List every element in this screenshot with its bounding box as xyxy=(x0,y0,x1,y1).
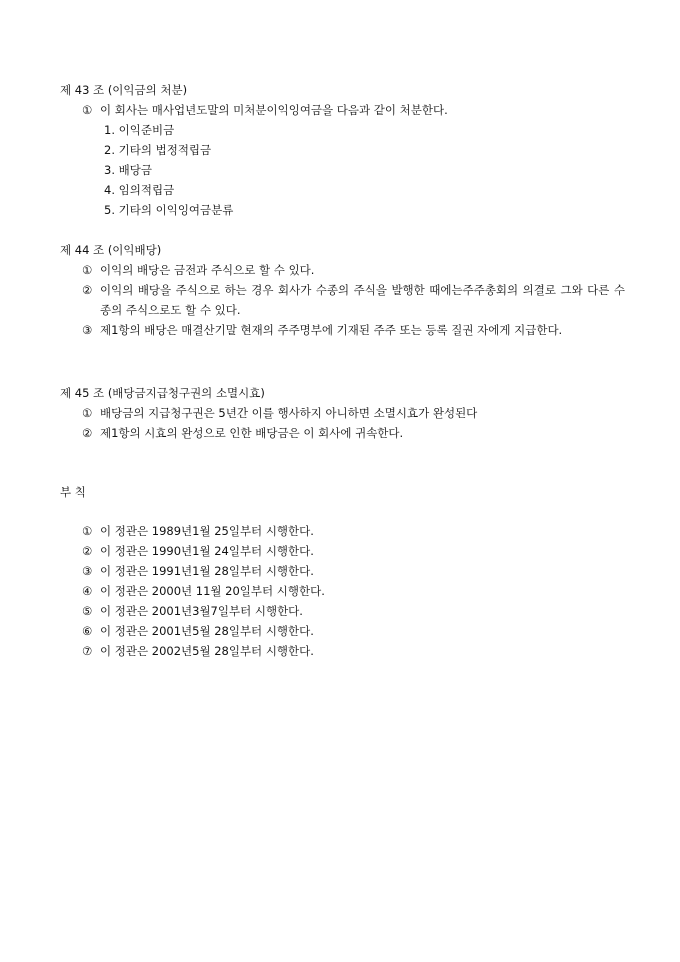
item-number: ② xyxy=(82,544,93,558)
item-text: 이 정관은 2002년5월 28일부터 시행한다. xyxy=(100,644,314,658)
article-43 xyxy=(60,80,625,220)
article-paragraph xyxy=(60,320,625,340)
list-item: 2. 기타의 법정적립금 xyxy=(104,143,212,157)
item-number: ③ xyxy=(82,564,93,578)
item-text: 이 정관은 1991년1월 28일부터 시행한다. xyxy=(100,564,314,578)
list-item: 4. 임의적립금 xyxy=(104,183,175,197)
paragraph-text: 제1항의 배당은 매결산기말 현재의 주주명부에 기재된 주주 또는 등록 질권 자에게 지급한다. xyxy=(100,323,563,337)
supplementary-item xyxy=(60,541,625,561)
article-paragraph xyxy=(60,423,625,443)
article-45 xyxy=(60,383,625,443)
supplementary-item xyxy=(60,581,625,601)
supplementary-list xyxy=(60,521,625,661)
item-number: ⑥ xyxy=(82,624,93,638)
item-text: 이 정관은 2001년3월7일부터 시행한다. xyxy=(100,604,303,618)
paragraph-number: ① xyxy=(82,263,93,277)
list-item: 3. 배당금 xyxy=(104,163,152,177)
paragraph-text: 이익의 배당은 금전과 주식으로 할 수 있다. xyxy=(100,263,315,277)
paragraph-text: 이 회사는 매사업년도말의 미처분이익잉여금을 다음과 같이 처분한다. xyxy=(100,103,448,117)
paragraph-number: ② xyxy=(82,283,93,297)
supplementary-item xyxy=(60,641,625,661)
article-paragraph xyxy=(60,260,625,280)
article-heading: 제 44 조 (이익배당) xyxy=(60,243,162,257)
item-number: ⑤ xyxy=(82,604,93,618)
paragraph-number: ② xyxy=(82,426,93,440)
paragraph-text: 이익의 배당을 주식으로 하는 경우 회사가 수종의 주식을 발행한 때에는주주총회의 의결로 그와 다른 수종의 주식으로도 할 수 있다. xyxy=(100,283,625,317)
paragraph-number: ③ xyxy=(82,323,93,337)
supplementary-item xyxy=(60,521,625,541)
list-item: 1. 이익준비금 xyxy=(104,123,175,137)
item-text: 이 정관은 2000년 11월 20일부터 시행한다. xyxy=(100,584,325,598)
item-text: 이 정관은 1989년1월 25일부터 시행한다. xyxy=(100,524,314,538)
paragraph-text: 제1항의 시효의 완성으로 인한 배당금은 이 회사에 귀속한다. xyxy=(100,426,404,440)
supplementary-item xyxy=(60,561,625,581)
article-paragraph xyxy=(60,403,625,423)
supplementary-item xyxy=(60,601,625,621)
article-44 xyxy=(60,240,625,340)
article-paragraph xyxy=(60,100,625,120)
paragraph-number: ① xyxy=(82,406,93,420)
item-number: ⑦ xyxy=(82,644,93,658)
item-number: ④ xyxy=(82,584,93,598)
item-text: 이 정관은 1990년1월 24일부터 시행한다. xyxy=(100,544,314,558)
supplementary-heading: 부 칙 xyxy=(60,485,86,499)
supplementary-item xyxy=(60,621,625,641)
article-heading: 제 45 조 (배당금지급청구권의 소멸시효) xyxy=(60,386,265,400)
article-paragraph xyxy=(60,280,625,320)
paragraph-number: ① xyxy=(82,103,93,117)
paragraph-text: 배당금의 지급청구권은 5년간 이를 행사하지 아니하면 소멸시효가 완성된다 xyxy=(100,406,478,420)
list-item: 5. 기타의 이익잉여금분류 xyxy=(104,203,234,217)
item-text: 이 정관은 2001년5월 28일부터 시행한다. xyxy=(100,624,314,638)
supplementary-provisions xyxy=(60,482,625,661)
item-number: ① xyxy=(82,524,93,538)
article-heading: 제 43 조 (이익금의 처분) xyxy=(60,83,188,97)
